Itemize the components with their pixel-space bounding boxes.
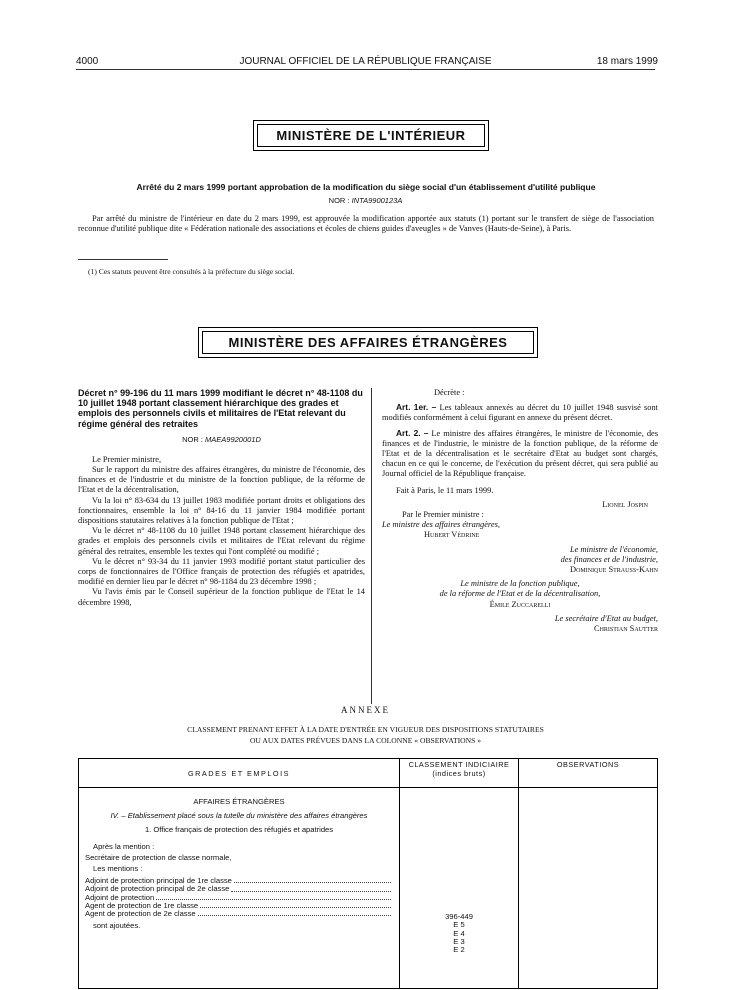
indice-value: E 3 xyxy=(453,936,465,946)
arrete-body: Par arrêté du ministre de l'intérieur en date du 2 mars 1999, est approuvée la modification apportée aux statuts (1) portant sur le transfert de siège de l'association reconnue d'utilité publique dite « Fédération nationale des associations et écoles de chiens guides d'aveugles » de Vanves (Hauts-de-Seine), à Paris. xyxy=(78,214,654,234)
classement-table xyxy=(78,758,658,989)
column-divider xyxy=(371,388,372,704)
ministry-ae-title: MINISTÈRE DES AFFAIRES ÉTRANGÈRES xyxy=(202,331,534,354)
decret-paragraph: Vu le décret n° 93-34 du 11 janvier 1993 modifié portant statut particulier des corps de fonctionnaires de l'Office français de protection des réfugiés et apatrides, modifié en dernier lieu par le décret n° 98-1184 du 23 décembre 1998 ; xyxy=(78,556,365,587)
nor-code: INTA9900123A xyxy=(351,196,403,205)
heading-affaires-etrangeres: AFFAIRES ÉTRANGÈRES xyxy=(193,797,285,806)
art1-label: Art. 1er. – xyxy=(396,402,437,413)
table-header-row xyxy=(79,759,658,788)
list-item xyxy=(85,910,393,918)
leader-dots xyxy=(156,894,391,900)
apres-la-mention: Après la mention : xyxy=(93,842,155,851)
col-observations: OBSERVATIONS xyxy=(519,759,658,788)
signer-eco: Dominique Strauss-Kahn xyxy=(570,565,658,575)
role-economie-2: des finances et de l'industrie, xyxy=(560,554,658,564)
leader-dots xyxy=(200,902,391,908)
ministry-interieur-title: MINISTÈRE DE L'INTÉRIEUR xyxy=(257,124,485,147)
heading-office: 1. Office français de protection des réfugiés et apatrides xyxy=(144,825,334,834)
grade-label: Agent de protection de 2e classe xyxy=(85,909,196,919)
decret-paragraph: Vu l'avis émis par le Conseil supérieur de la fonction publique de l'Etat le 14 décembre 1998, xyxy=(78,587,365,607)
annexe-subtitle-1: CLASSEMENT PRENANT EFFET À LA DATE D'ENTRÉE EN VIGUEUR DES DISPOSITIONS STATUTAIRES xyxy=(187,725,544,734)
indices-cell xyxy=(400,788,519,989)
decret-nor xyxy=(78,435,365,444)
journal-title: JOURNAL OFFICIEL DE LA RÉPUBLIQUE FRANÇAISE xyxy=(239,56,492,67)
ministry-ae-box xyxy=(198,327,538,358)
indice-value: E 2 xyxy=(453,945,465,955)
role-budget: Le secrétaire d'Etat au budget, xyxy=(554,613,658,623)
decret-title: Décret n° 99-196 du 11 mars 1999 modifiant le décret n° 48-1108 du 10 juillet 1948 portant classement hiérarchique des grades et emplois des personnels civils et militaires de l'Etat relevant du régime général des retraites xyxy=(78,388,363,429)
les-mentions: Les mentions : xyxy=(93,864,143,873)
col-classement xyxy=(400,759,519,788)
indice-value: E 5 xyxy=(453,920,465,930)
secretaire-classe-normale: Secrétaire de protection de classe normale, xyxy=(85,853,232,862)
grade-label: Adjoint de protection principal de 1re classe xyxy=(85,876,232,885)
footnote-rule xyxy=(78,259,168,260)
signer-budget: Christian Sautter xyxy=(594,624,658,634)
decret-paragraph: Sur le rapport du ministre des affaires étrangères, du ministre de l'économie, des finances et de l'industrie et du ministre de la fonction publique, de la réforme de l'Etat et de la décentralisation, xyxy=(78,465,365,495)
fait-a-paris: Fait à Paris, le 11 mars 1999. xyxy=(396,485,494,495)
col-classement-sub: (indices bruts) xyxy=(432,769,486,778)
art2-text: Le ministre des affaires étrangères, le ministre de l'économie, des finances et de l'industrie, le ministre de la fonction publique, de la réforme de l'Etat et de la décentralisation et le secrétaire d'Etat au budget sont chargés, chacun en ce qui le concerne, de l'exécution du présent décret, qui sera publié au Journal officiel de la République française. xyxy=(382,428,658,479)
signer-fp: Émile Zuccarelli xyxy=(489,599,551,609)
col-classement-label: CLASSEMENT INDICIAIRE xyxy=(408,760,510,769)
decret-left-column xyxy=(78,388,365,608)
article-1 xyxy=(382,402,658,423)
sont-ajoutees: sont ajoutées. xyxy=(93,921,141,931)
grade-label: Agent de protection de 1re classe xyxy=(85,900,199,910)
col-grades: GRADES ET EMPLOIS xyxy=(79,759,400,788)
nor-label: NOR : xyxy=(328,196,350,205)
decrete: Décrète : xyxy=(434,388,465,397)
art1-text: Les tableaux annexés au décret du 10 juillet 1948 susvisé sont modifiés conformément à celui figurant en annexe du présent décret. xyxy=(382,403,658,423)
arrete-title: Arrêté du 2 mars 1999 portant approbation de la modification du siège social d'un établissement d'utilité publique xyxy=(136,182,596,192)
leader-dots xyxy=(231,885,391,891)
article-2 xyxy=(382,428,658,480)
nor-label: NOR : xyxy=(182,434,203,444)
art2-label: Art. 2. – xyxy=(396,427,429,438)
decret-right-column xyxy=(382,388,658,634)
grades-list xyxy=(85,877,393,918)
indice-value: E 4 xyxy=(453,928,465,938)
par-premier-ministre: Par le Premier ministre : xyxy=(402,510,484,520)
annexe-title: ANNEXE xyxy=(341,705,390,715)
grade-label: Adjoint de protection xyxy=(85,892,155,902)
leader-dots xyxy=(198,910,391,916)
grades-cell xyxy=(79,788,400,989)
ministry-interieur-box xyxy=(253,120,489,151)
indice-value: 396-449 xyxy=(445,912,473,921)
role-economie: Le ministre de l'économie, xyxy=(569,544,658,554)
signer-ae: Hubert Védrine xyxy=(424,530,480,540)
page-number: 4000 xyxy=(76,56,99,67)
arrete-footnote: (1) Ces statuts peuvent être consultés à la préfecture du siège social. xyxy=(88,267,295,276)
header-rule xyxy=(76,69,655,70)
heading-etablissement: IV. – Etablissement placé sous la tutelle du ministère des affaires étrangères xyxy=(110,811,368,820)
decret-paragraph: Le Premier ministre, xyxy=(92,454,162,464)
role-affaires-etrangeres: Le ministre des affaires étrangères, xyxy=(382,520,500,530)
leader-dots xyxy=(234,877,391,883)
decret-paragraph: Vu le décret n° 48-1108 du 10 juillet 1948 portant classement hiérarchique des grades et emplois des personnels civils et militaires de l'Etat relevant du régime général des retraites, ensemble les textes qui l'ont complété ou modifié ; xyxy=(78,526,365,556)
role-fonction-publique: Le ministre de la fonction publique, xyxy=(460,579,580,589)
signer-pm: Lionel Jospin xyxy=(602,499,648,509)
role-fonction-publique-2: de la réforme de l'Etat et de la décentralisation, xyxy=(439,589,601,599)
annexe-subtitle-2: OU AUX DATES PRÉVUES DANS LA COLONNE « OBSERVATIONS » xyxy=(249,736,482,745)
observations-cell xyxy=(519,788,658,989)
grade-label: Adjoint de protection principal de 2e classe xyxy=(85,884,230,894)
arrete-nor xyxy=(0,196,731,205)
decret-paragraph: Vu la loi n° 83-634 du 13 juillet 1983 modifiée portant droits et obligations des fonctionnaires, ensemble la loi n° 84-16 du 11 janvier 1984 modifiée portant dispositions statutaires relatives à la fonction publique de l'Etat ; xyxy=(78,495,365,526)
table-body-row xyxy=(79,788,658,989)
header-date: 18 mars 1999 xyxy=(596,56,658,67)
nor-code: MAEA9920001D xyxy=(205,434,261,444)
